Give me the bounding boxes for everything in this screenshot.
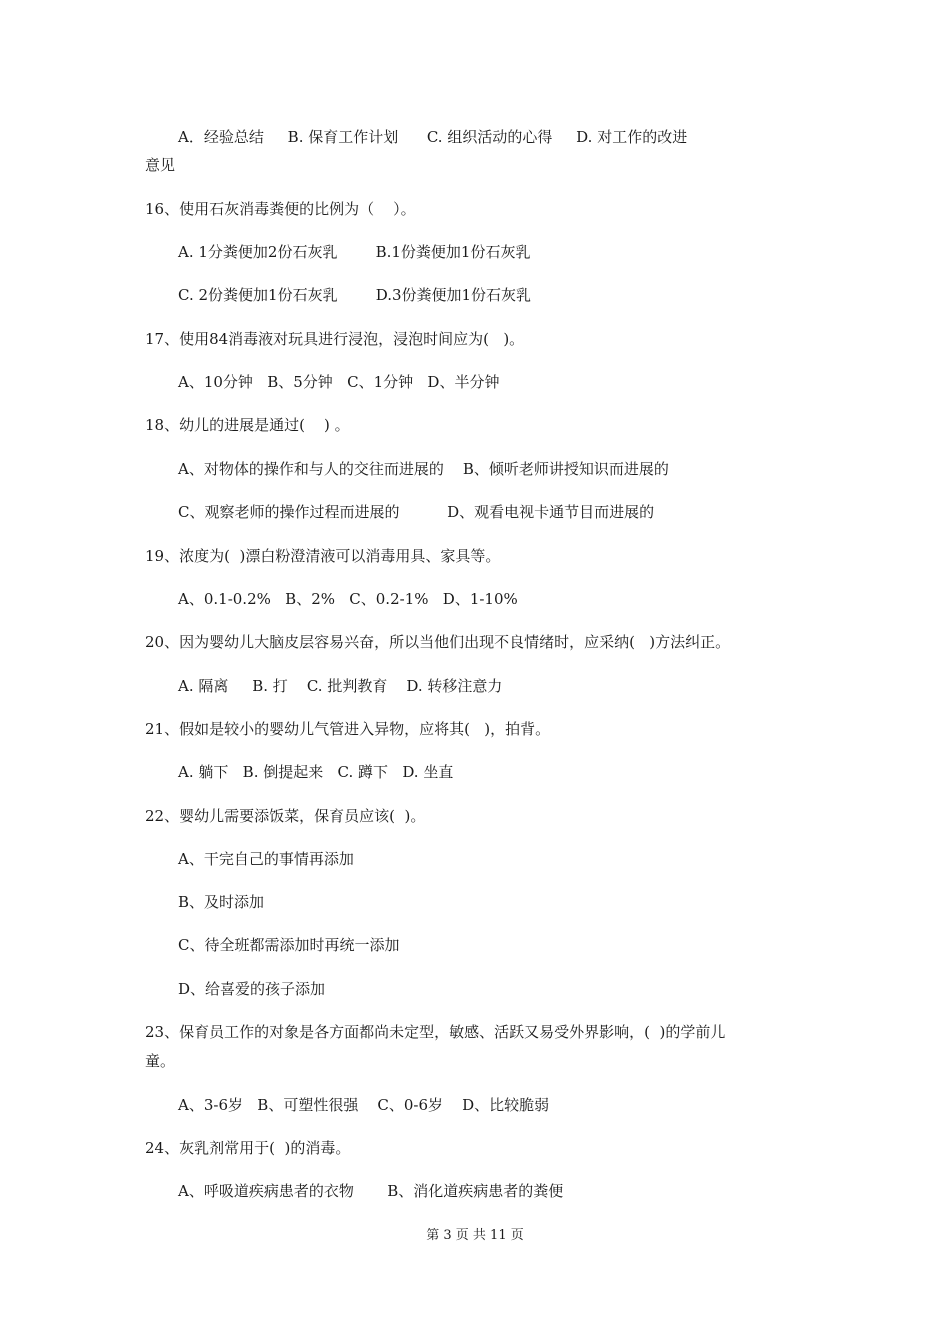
question-23-continuation: 童。 [145,1052,176,1070]
q20-options: A. 隔离 B. 打 C. 批判教育 D. 转移注意力 [178,677,503,695]
question-16: 16、使用石灰消毒粪便的比例为（ ）。 [145,200,416,218]
question-17: 17、使用84消毒液对玩具进行浸泡，浸泡时间应为( )。 [145,330,525,348]
q24-options: A、呼吸道疾病患者的衣物 B、消化道疾病患者的粪便 [178,1182,564,1200]
q22-option-c: C、待全班都需添加时再统一添加 [178,936,400,954]
question-23: 23、保育员工作的对象是各方面都尚未定型，敏感、活跃又易受外界影响，( )的学前儿 [145,1023,726,1041]
question-21: 21、假如是较小的婴幼儿气管进入异物，应将其( )，拍背。 [145,720,551,738]
q18-options-cd: C、观察老师的操作过程而进展的 D、观看电视卡通节目而进展的 [178,503,655,521]
question-24: 24、灰乳剂常用于( )的消毒。 [145,1139,351,1157]
q18-options-ab: A、对物体的操作和与人的交往而进展的 B、倾听老师讲授知识而进展的 [178,460,669,478]
q19-options: A、0.1-0.2% B、2% C、0.2-1% D、1-10% [178,590,518,608]
question-20: 20、因为婴幼儿大脑皮层容易兴奋，所以当他们出现不良情绪时，应采纳( )方法纠正。 [145,633,731,651]
question-19: 19、浓度为( )漂白粉澄清液可以消毒用具、家具等。 [145,547,501,565]
q15-options-line: A．经验总结 B. 保育工作计划 C. 组织活动的心得 D. 对工作的改进 [178,128,688,146]
q23-options: A、3-6岁 B、可塑性很强 C、0-6岁 D、比较脆弱 [178,1096,550,1114]
q22-option-d: D、给喜爱的孩子添加 [178,980,326,998]
q15-options-continuation: 意见 [145,156,176,174]
q16-options-cd: C. 2份粪便加1份石灰乳 D.3份粪便加1份石灰乳 [178,286,532,304]
q17-options: A、10分钟 B、5分钟 C、1分钟 D、半分钟 [178,373,500,391]
question-22: 22、婴幼儿需要添饭菜，保育员应该( )。 [145,807,426,825]
q16-options-ab: A. 1分粪便加2份石灰乳 B.1份粪便加1份石灰乳 [178,243,531,261]
q21-options: A. 躺下 B. 倒提起来 C. 蹲下 D. 坐直 [178,763,454,781]
page-number-footer: 第 3 页 共 11 页 [426,1228,524,1243]
q22-option-b: B、及时添加 [178,893,265,911]
question-18: 18、幼儿的进展是通过( ) 。 [145,416,350,434]
q22-option-a: A、干完自己的事情再添加 [178,850,354,868]
